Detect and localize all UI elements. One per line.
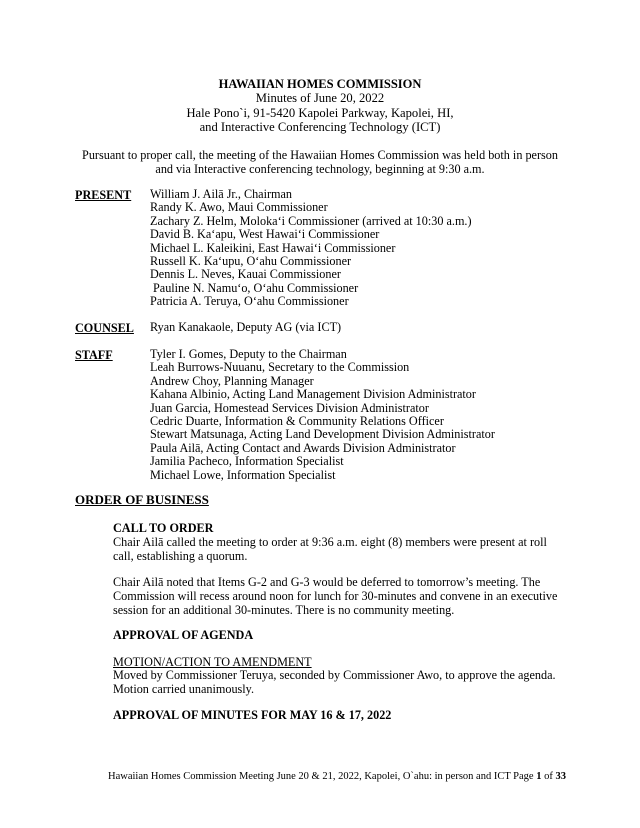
deferral-paragraph: Chair Ailā noted that Items G-2 and G-3 would be deferred to tomorrow’s meeting. The Commission will recess around noon for lunch for 30-minutes and convene in an executive session for an additional 30-minutes. There is no community meeting.: [113, 575, 558, 617]
counsel-label: COUNSEL: [75, 321, 134, 335]
footer-page-number: 1: [536, 771, 542, 782]
staff-list: [150, 348, 495, 482]
meeting-location: Hale Pono`i, 91-5420 Kapolei Parkway, Kapolei, HI,: [186, 106, 454, 120]
staff-name: Juan Garcia, Homestead Services Division Administrator: [150, 400, 429, 415]
present-label: PRESENT: [75, 188, 132, 202]
approval-of-minutes-heading: APPROVAL OF MINUTES FOR MAY 16 & 17, 2022: [113, 708, 392, 722]
staff-name: Andrew Choy, Planning Manager: [150, 373, 314, 388]
footer-text: Hawaiian Homes Commission Meeting June 20 & 21, 2022, Kapolei, O`ahu: in person and ICT Page: [108, 771, 537, 782]
staff-name: Tyler I. Gomes, Deputy to the Chairman: [150, 347, 347, 361]
staff-label: STAFF: [75, 348, 113, 362]
staff-name: Michael Lowe, Information Specialist: [150, 467, 336, 482]
counsel-list: [150, 321, 341, 334]
meeting-date: Minutes of June 20, 2022: [255, 91, 385, 105]
present-name: Russell K. Ka‘upu, O‘ahu Commissioner: [150, 253, 352, 268]
motion-paragraph: Moved by Commissioner Teruya, seconded by Commissioner Awo, to approve the agenda. Motion carried unanimously.: [113, 668, 556, 696]
counsel-name: Ryan Kanakaole, Deputy AG (via ICT): [150, 320, 342, 334]
present-name: David B. Ka‘apu, West Hawai‘i Commissioner: [150, 227, 380, 242]
staff-name: Leah Burrows-Nuuanu, Secretary to the Commission: [150, 360, 410, 375]
call-to-order-heading: CALL TO ORDER: [113, 521, 214, 535]
intro-paragraph: Pursuant to proper call, the meeting of the Hawaiian Homes Commission was held both in person and via Interactive conferencing technology, beginning at 9:30 a.m.: [82, 148, 558, 176]
present-name: Michael L. Kaleikini, East Hawai‘i Commissioner: [150, 240, 396, 255]
staff-name: Paula Ailā, Acting Contact and Awards Division Administrator: [150, 440, 456, 455]
staff-name: Cedric Duarte, Information & Community Relations Officer: [150, 413, 444, 428]
order-of-business-heading: ORDER OF BUSINESS: [75, 492, 209, 507]
meeting-tech: and Interactive Conferencing Technology (ICT): [199, 120, 441, 134]
present-name: Dennis L. Neves, Kauai Commissioner: [150, 267, 341, 282]
present-name: Pauline N. Namu‘o, O‘ahu Commissioner: [153, 280, 359, 295]
motion-label: MOTION/ACTION TO AMENDMENT: [113, 655, 312, 669]
present-name: Zachary Z. Helm, Moloka‘i Commissioner (arrived at 10:30 a.m.): [150, 213, 472, 228]
call-to-order-paragraph: Chair Ailā called the meeting to order at 9:36 a.m. eight (8) members were present at roll call, establishing a quorum.: [113, 535, 547, 563]
approval-of-agenda-heading: APPROVAL OF AGENDA: [113, 628, 254, 642]
present-list: [150, 188, 472, 309]
present-name: Patricia A. Teruya, O‘ahu Commissioner: [150, 294, 349, 309]
present-name: William J. Ailā Jr., Chairman: [150, 187, 293, 201]
staff-name: Jamilia Pacheco, Information Specialist: [150, 454, 344, 469]
document-title: HAWAIIAN HOMES COMMISSION: [218, 77, 422, 91]
present-name: Randy K. Awo, Maui Commissioner: [150, 200, 328, 215]
page-footer: [108, 770, 566, 784]
staff-name: Kahana Albinio, Acting Land Management Division Administrator: [150, 387, 476, 402]
footer-page-total: 33: [555, 771, 566, 782]
footer-of: of: [541, 771, 556, 782]
staff-name: Stewart Matsunaga, Acting Land Development Division Administrator: [150, 427, 495, 442]
